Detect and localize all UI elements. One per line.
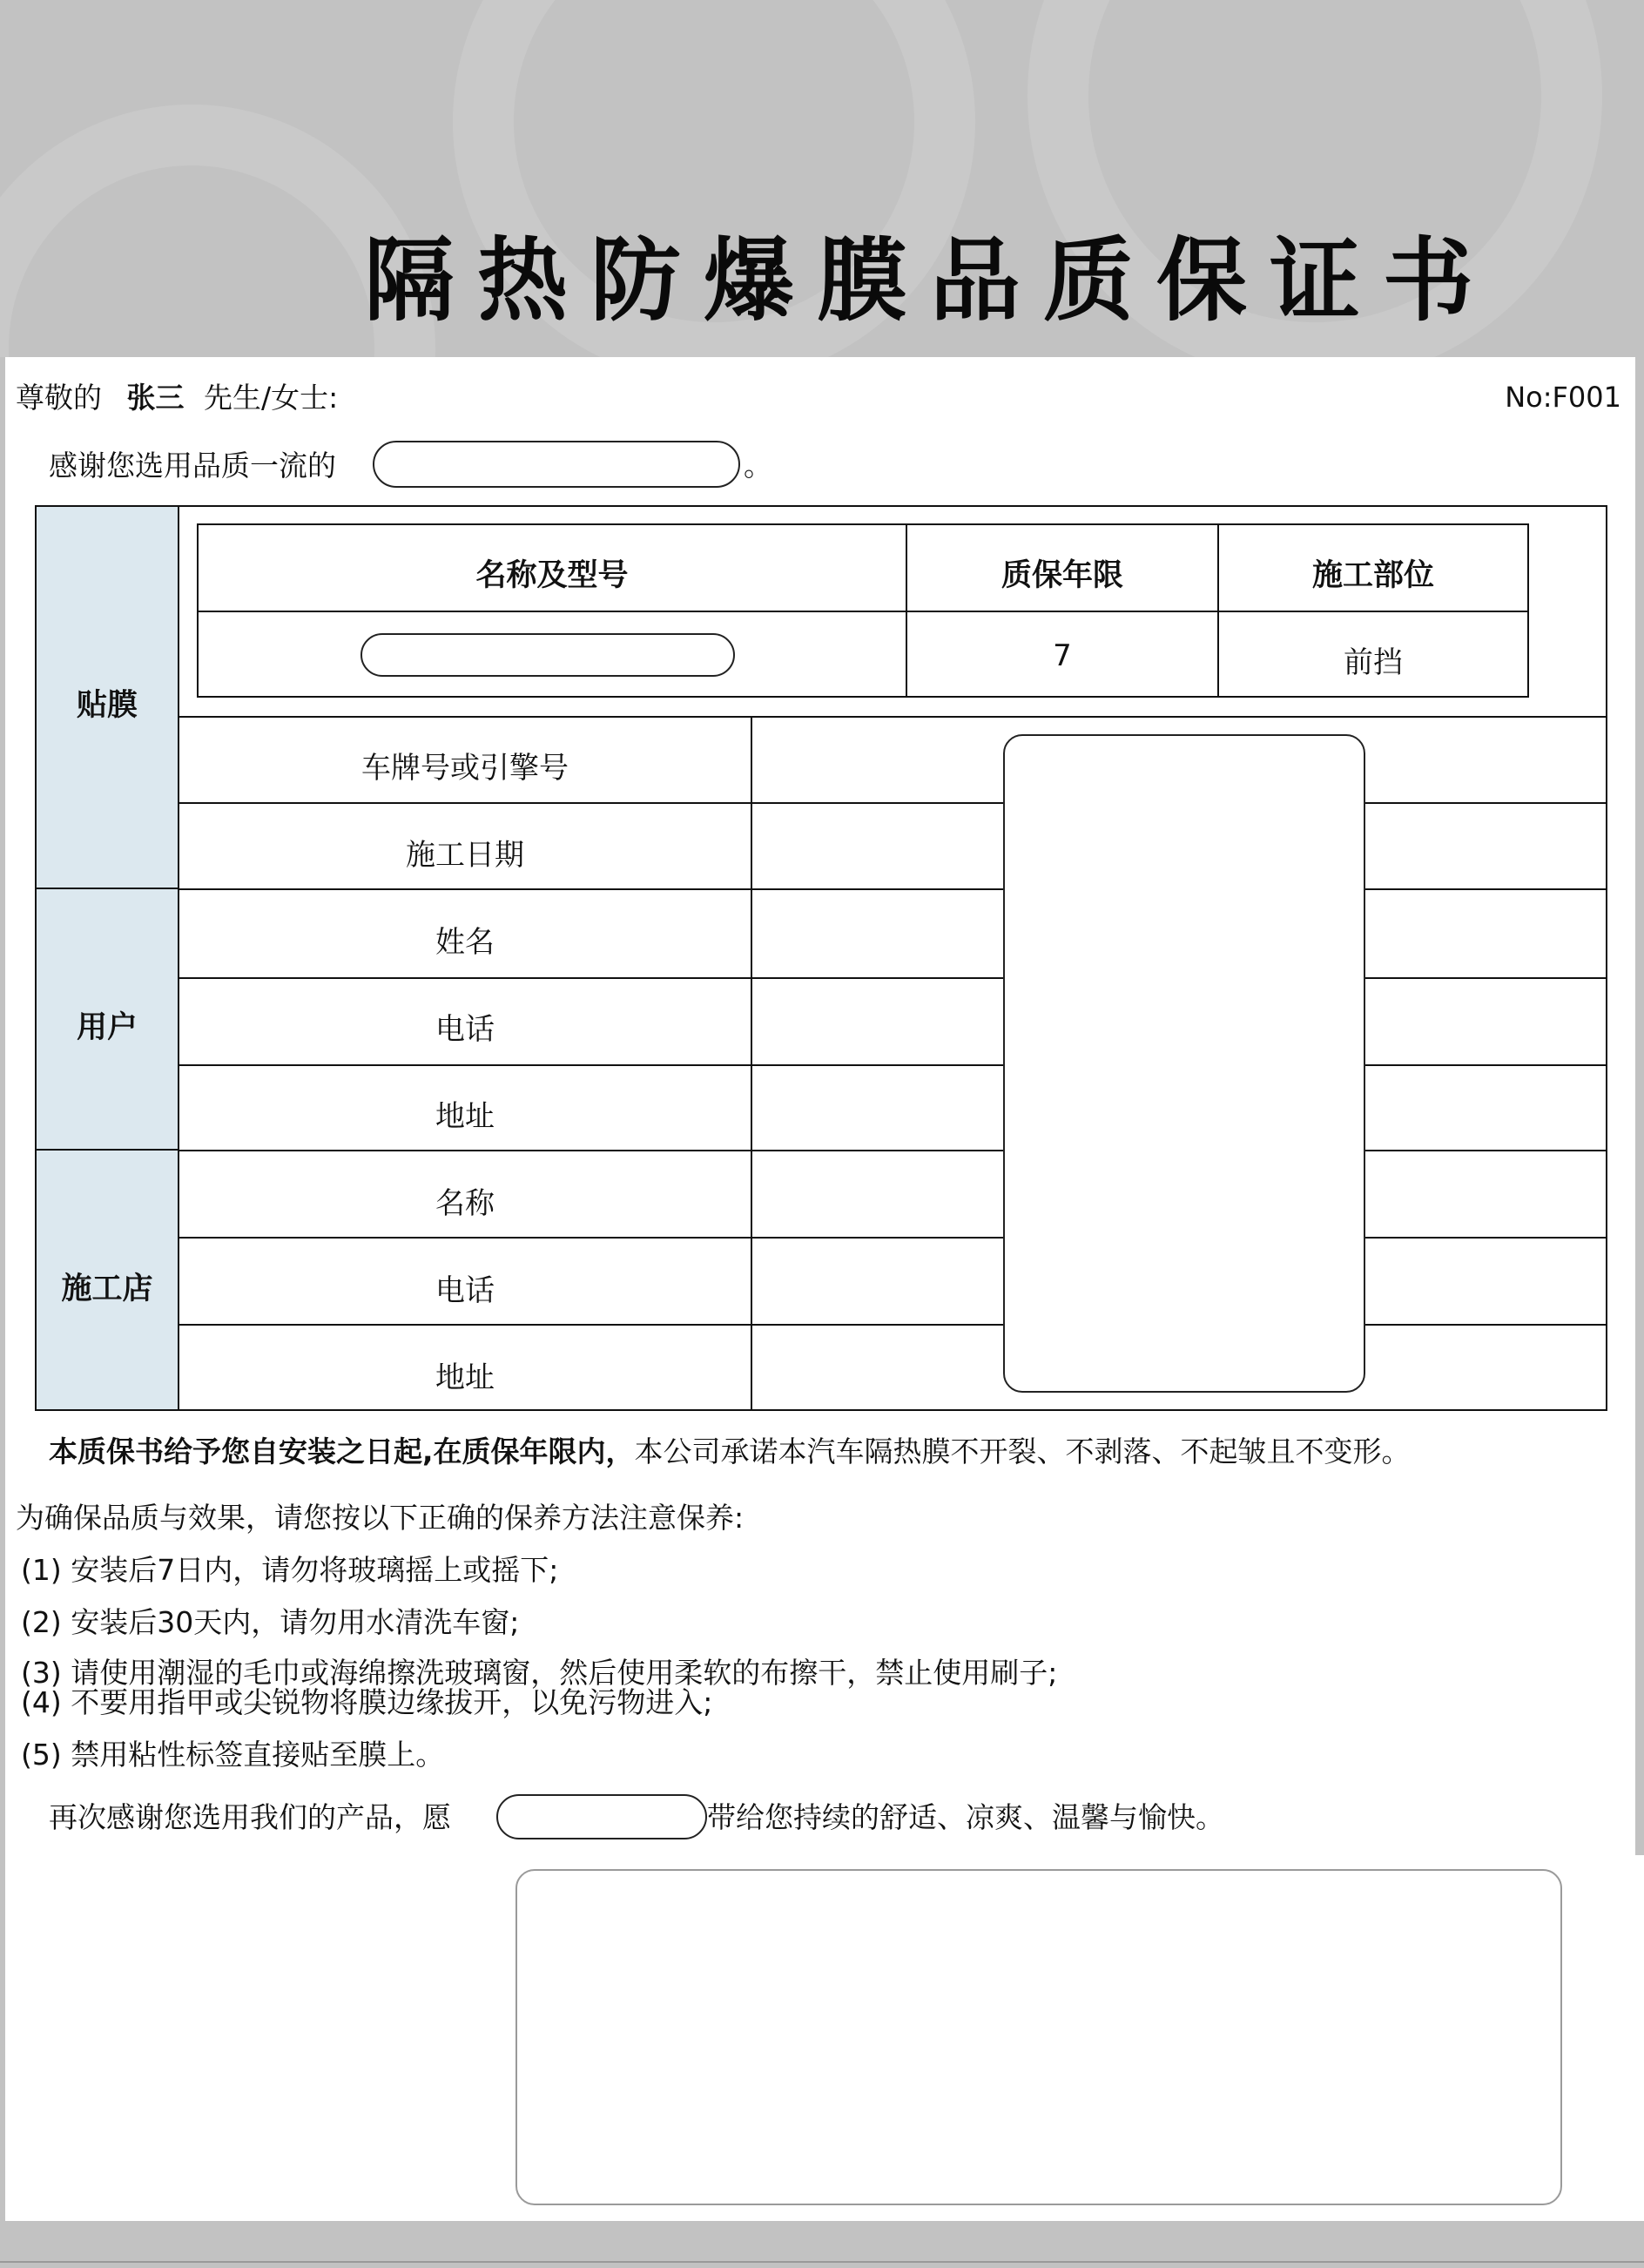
- row-label-user-address: 地址: [435, 1099, 495, 1134]
- row-label-shop-address: 地址: [435, 1360, 495, 1395]
- position-value: 前挡: [1344, 645, 1403, 680]
- care-intro: 为确保品质与效果，请您按以下正确的保养方法注意保养:: [16, 1501, 745, 1535]
- left-margin: [0, 357, 5, 1855]
- row-label-shop-phone: 电话: [435, 1273, 495, 1308]
- group-divider: [37, 1149, 179, 1151]
- row-divider: [179, 1324, 1607, 1326]
- closing-suffix: 带给您持续的舒适、凉爽、温馨与愉快。: [707, 1800, 1224, 1834]
- row-divider: [179, 716, 1607, 718]
- warranty-statement-normal: 本公司承诺本汽车隔热膜不开裂、不剥落、不起皱且不变形。: [634, 1434, 1411, 1468]
- lower-left-margin: [0, 1855, 5, 2221]
- row-label-date: 施工日期: [406, 838, 524, 873]
- brand-name-field[interactable]: [496, 1794, 707, 1839]
- care-item-5: (5) 禁用粘性标签直接贴至膜上。: [21, 1738, 445, 1772]
- row-divider: [179, 1064, 1607, 1066]
- certificate-number: No:F001: [1505, 381, 1621, 414]
- greeting-line: [16, 381, 339, 415]
- film-model-field[interactable]: [360, 633, 735, 677]
- care-item-2: (2) 安装后30天内，请勿用水清洗车窗;: [21, 1605, 520, 1639]
- film-info-table: [197, 523, 1529, 698]
- group-divider: [37, 888, 179, 889]
- row-divider: [179, 888, 1607, 890]
- photo-placeholder: [1003, 734, 1365, 1393]
- row-divider: [179, 1150, 1607, 1151]
- column-divider: [751, 716, 752, 1411]
- group-label-film: 贴膜: [76, 688, 138, 723]
- header-warranty-years: 质保年限: [1001, 558, 1123, 593]
- row-label-user-name: 姓名: [435, 925, 495, 960]
- thanks-suffix: 。: [744, 449, 772, 483]
- group-shop: [37, 1150, 179, 1409]
- warranty-statement: [49, 1434, 1411, 1468]
- footer-line: [0, 2261, 1644, 2263]
- row-label-plate: 车牌号或引擎号: [361, 751, 569, 786]
- stamp-area: [515, 1869, 1562, 2205]
- group-user: [37, 888, 179, 1150]
- row-divider: [179, 977, 1607, 979]
- row-label-shop-name: 名称: [435, 1186, 495, 1221]
- right-margin: [1635, 357, 1644, 1855]
- row-divider: [199, 611, 1527, 612]
- group-label-shop: 施工店: [61, 1272, 153, 1306]
- row-divider: [179, 1237, 1607, 1239]
- thanks-prefix: 感谢您选用品质一流的: [49, 449, 336, 483]
- warranty-years-value: 7: [1053, 638, 1072, 673]
- header-name-model: 名称及型号: [475, 558, 629, 593]
- care-item-4: (4) 不要用指甲或尖锐物将膜边缘拔开，以免污物进入;: [21, 1685, 713, 1719]
- greeting-prefix: 尊敬的: [16, 381, 102, 415]
- care-item-3: (3) 请使用潮湿的毛巾或海绵擦洗玻璃窗，然后使用柔软的布擦干，禁止使用刷子;: [21, 1656, 1058, 1690]
- customer-name: 张三: [126, 381, 185, 415]
- group-film: [37, 507, 179, 888]
- greeting-suffix: 先生/女士:: [204, 381, 339, 415]
- closing-prefix: 再次感谢您选用我们的产品，愿: [49, 1800, 451, 1834]
- product-brand-field[interactable]: [373, 441, 740, 488]
- care-item-1: (1) 安装后7日内，请勿将玻璃摇上或摇下;: [21, 1553, 559, 1587]
- document-title: 隔热防爆膜品质保证书: [363, 227, 1496, 334]
- group-label-user: 用户: [76, 1010, 138, 1045]
- row-label-user-phone: 电话: [435, 1012, 495, 1047]
- row-divider: [179, 802, 1607, 804]
- header-position: 施工部位: [1311, 558, 1434, 593]
- warranty-statement-bold: 本质保书给予您自安装之日起,在质保年限内，: [49, 1434, 635, 1468]
